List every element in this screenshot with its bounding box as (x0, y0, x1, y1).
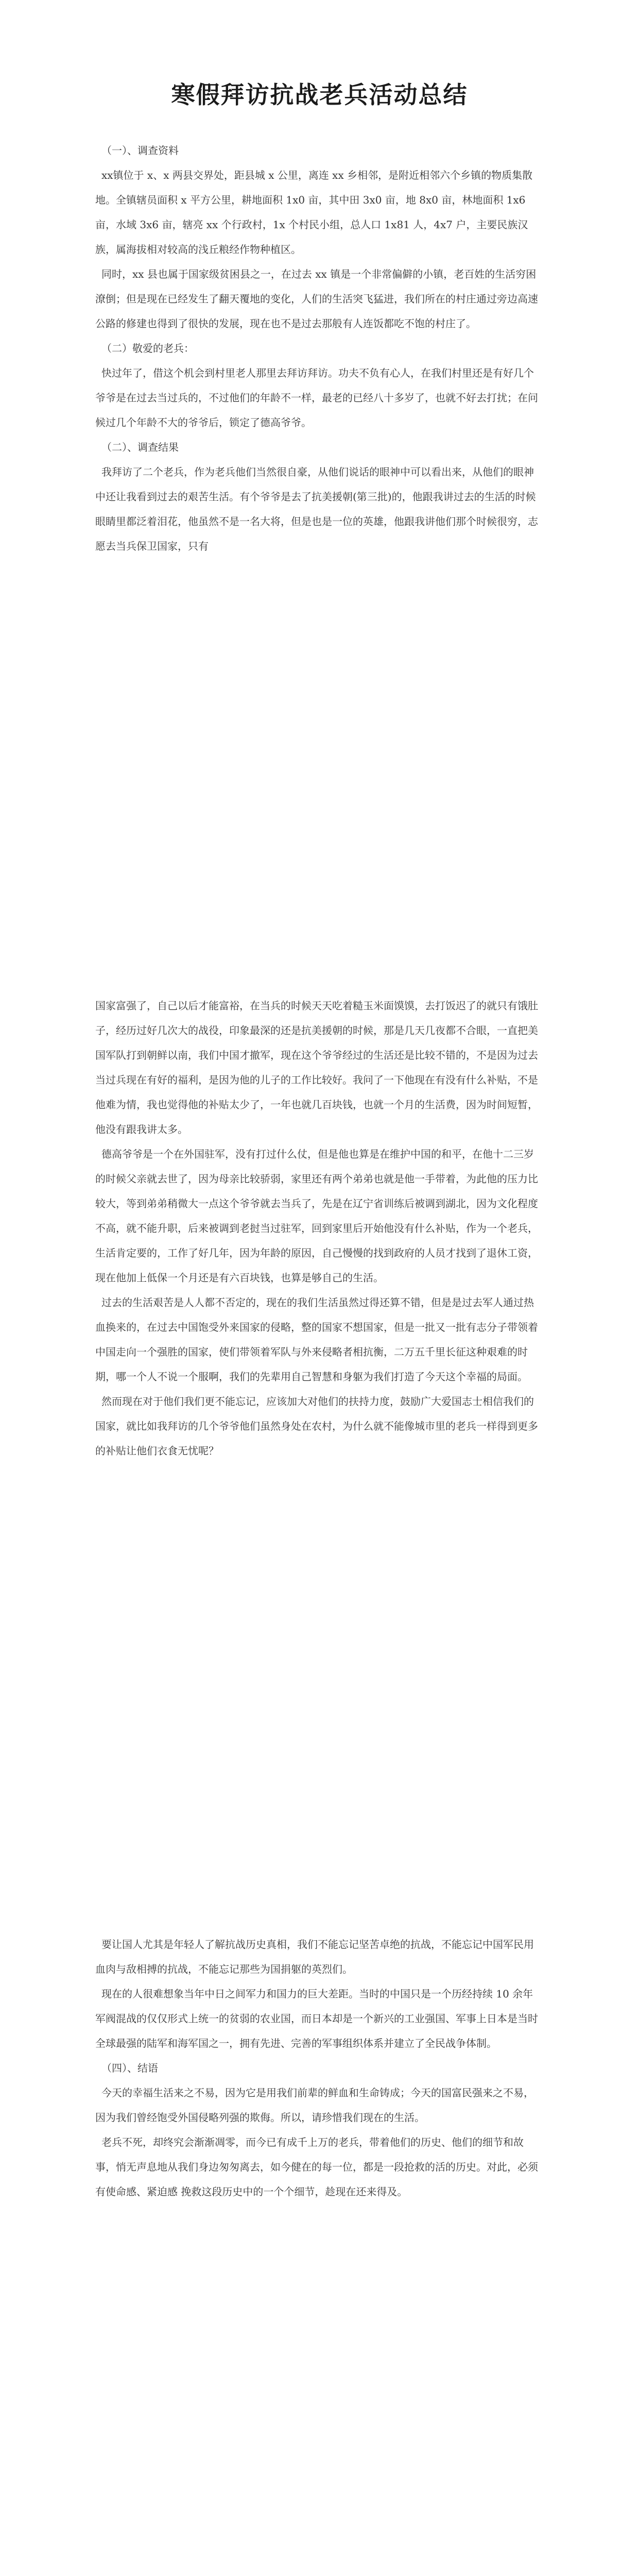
paragraph: 快过年了，借这个机会到村里老人那里去拜访拜访。功夫不负有心人，在我们村里还是有好几个爷爷是在过去当过兵的，不过他们的年龄不一样，最老的已经八十多岁了，也就不好去打扰；在问候过几个年龄不大的爷爷后，锁定了德高爷爷。 (95, 367, 538, 429)
paragraph: 然而现在对于他们我们更不能忘记，应该加大对他们的扶持力度，鼓励广大爱国志士相信我们的国家，就比如我拜访的几个爷爷他们虽然身处在农村，为什么就不能像城市里的老兵一样得到更多的补贴让他们衣食无忧呢？ (95, 1395, 538, 1457)
paragraph: xx镇位于 x、x 两县交界处，距县城 x 公里，离连 xx 乡相邻，是附近相邻六个乡镇的物质集散地。全镇辖员面积 x 平方公里，耕地面积 1x0 亩，其中田 3x0 亩，地 8x0 亩，林地面积 1x6 亩，水域 3x6 亩，辖亮 xx 个行政村，1x 个村民小组，总人口 1x81 人，4x7 户，主要民族汉族，属海拔相对较高的浅丘粮经作物种植区。 (95, 169, 533, 256)
paragraph: 老兵不死，却终究会渐渐凋零，而今已有成千上万的老兵，带着他们的历史、他们的细节和故事，悄无声息地从我们身边匆匆离去，如今健在的每一位，都是一段抢救的活的历史。对此，必须有使命感、紧迫感 挽救这段历史中的一个个细节，趁现在还来得及。 (95, 2136, 538, 2198)
section-heading: （一）、调查资料 (101, 144, 179, 157)
paragraph: 过去的生活艰苦是人人都不否定的，现在的我们生活虽然过得还算不错，但是是过去军人通过热血换来的，在过去中国饱受外来国家的侵略，整的国家不想国家，但是一批又一批有志分子带领着中国走向一个强胜的国家，使们带领着军队与外来侵略者相抗衡，二万五千里长征这种艰难的时期，哪一个人不说一个服啊，我们的先辈用自己智慧和身躯为我们打造了今天这个幸福的局面。 (95, 1296, 538, 1383)
paragraph: 德高爷爷是一个在外国驻军，没有打过什么仗，但是他也算是在维护中国的和平，在他十二三岁的时候父亲就去世了，因为母亲比较骄弱，家里还有两个弟弟也就是他一手带着，为此他的压力比较大，等到弟弟稍微大一点这个爷爷就去当兵了，先是在辽宁省训练后被调到湖北，因为文化程度不高，就不能升职，后来被调到老挝当过驻军，回到家里后开始他没有什么补贴，作为一个老兵，生活肯定要的，工作了好几年，因为年龄的原因，自己慢慢的找到政府的人员才找到了退休工资，现在他加上低保一个月还是有六百块钱，也算是够自己的生活。 (95, 1148, 538, 1284)
document-body-part-2 (95, 993, 538, 1463)
section-heading: （四）、结语 (101, 2062, 158, 2074)
paragraph: 我拜访了二个老兵，作为老兵他们当然很自豪，从他们说话的眼神中可以看出来，从他们的眼神中还让我看到过去的艰苦生活。有个爷爷是去了抗美援朝(第三批)的，他跟我讲过去的生活的时候眼睛里都泛着泪花，他虽然不是一名大将，但是也是一位的英雄，他跟我讲他们那个时候很穷，志愿去当兵保卫国家，只有 (95, 466, 538, 552)
page-title: 寒假拜访抗战老兵活动总结 (171, 81, 468, 109)
section-heading: （二）敬爱的老兵： (101, 342, 194, 354)
document-body-part-3 (95, 1932, 538, 2204)
paragraph-continuation: 国家富强了，自己以后才能富裕，在当兵的时候天天吃着糙玉米面馍馍，去打饭迟了的就只有饿肚子，经历过好几次大的战役，印象最深的还是抗美援朝的时候，那是几天几夜都不合眼，一直把美国军队打到朝鲜以南，我们中国才撤军，现在这个爷爷经过的生活还是比较不错的，不是因为过去当过兵现在有好的福利，是因为他的儿子的工作比较好。我问了一下他现在有没有什么补贴，不是他难为情，我也觉得他的补贴太少了，一年也就几百块钱，也就一个月的生活费，因为时间短暂，他没有跟我讲太多。 (95, 999, 538, 1136)
document-body-part-1 (95, 138, 538, 558)
paragraph: 同时，xx 县也属于国家级贫困县之一，在过去 xx 镇是一个非常偏僻的小镇，老百姓的生活穷困潦倒；但是现在已经发生了翻天覆地的变化，人们的生活突飞猛进，我们所在的村庄通过旁边高速公路的修建也得到了很快的发展，现在也不是过去那般有人连饭都吃不饱的村庄了。 (95, 268, 538, 330)
section-heading: （二）、调查结果 (101, 441, 179, 453)
paragraph: 要让国人尤其是年轻人了解抗战历史真相，我们不能忘记坚苦卓绝的抗战，不能忘记中国军民用血肉与敌相搏的抗战，不能忘记那些为国捐躯的英烈们。 (95, 1938, 534, 1975)
paragraph: 今天的幸福生活来之不易，因为它是用我们前辈的鲜血和生命铸成；今天的国富民强来之不易，因为我们曾经饱受外国侵略列强的欺侮。所以，请珍惜我们现在的生活。 (95, 2087, 534, 2124)
paragraph: 现在的人很难想象当年中日之间军力和国力的巨大差距。当时的中国只是一个历经持续 10 余年军阀混战的仅仅形式上统一的贫弱的农业国，而日本却是一个新兴的工业强国、军事上日本是当时全球最强的陆军和海军国之一，拥有先进、完善的军事组织体系并建立了全民战争体制。 (95, 1988, 538, 2049)
